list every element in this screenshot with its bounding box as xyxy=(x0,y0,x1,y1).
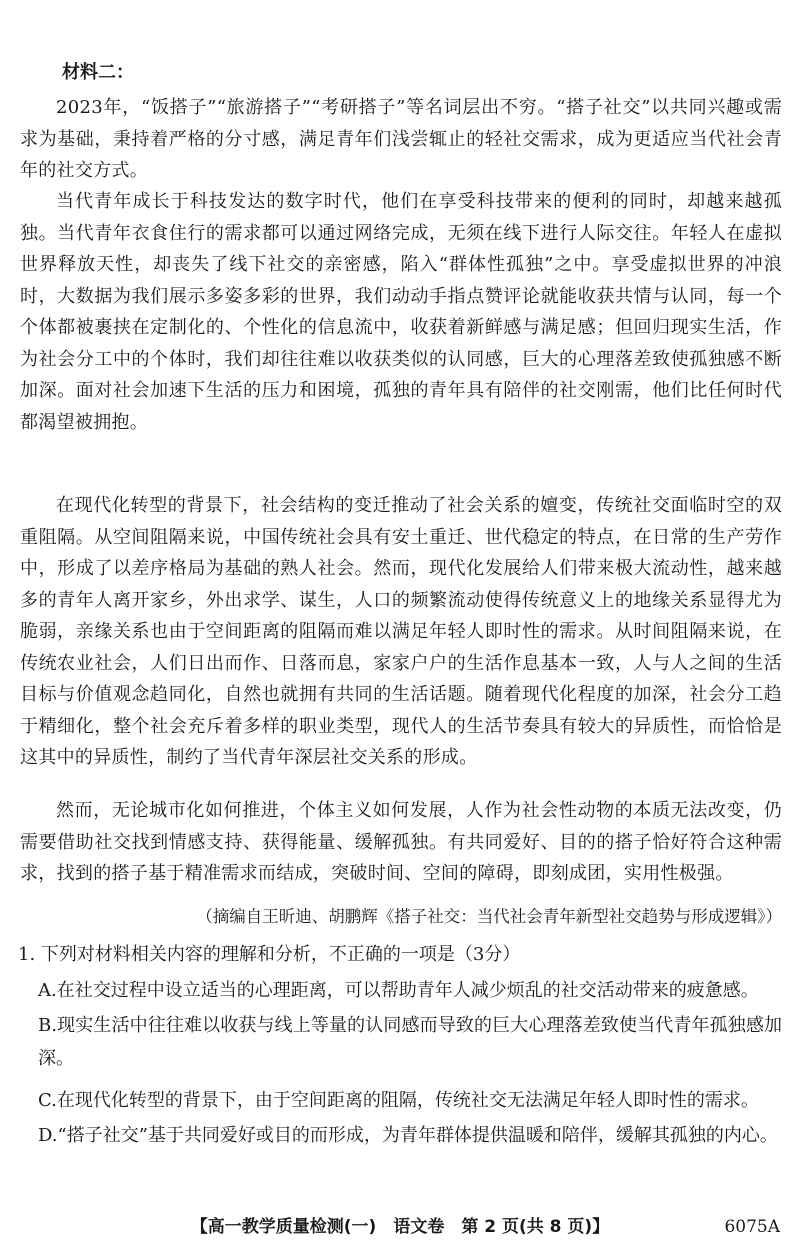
option-b xyxy=(38,1009,782,1075)
paragraph-2: 当代青年成长于科技发达的数字时代，他们在享受科技带来的便利的同时，却越来越孤独。当代青年衣食住行的需求都可以通过网络完成，无须在线下进行人际交往。年轻人在虚拟世界释放天性，却丧失了线下社交的亲密感，陷入“群体性孤独”之中。享受虚拟世界的冲浪时，大数据为我们展示多姿多彩的世界，我们动动手指点赞评论就能收获共情与认同，每一个个体都被裹挟在定制化的、个性化的信息流中，收获着新鲜感与满足感；但回归现实生活，作为社会分工中的个体时，我们却往往难以收获类似的认同感，巨大的心理落差致使孤独感不断加深。面对社会加速下生活的压力和困境，孤独的青年具有陪伴的社交刚需，他们比任何时代都渴望被拥抱。 xyxy=(20,191,782,433)
paragraph-4: 然而，无论城市化如何推进，个体主义如何发展，人作为社会性动物的本质无法改变，仍需要借助社交找到情感支持、获得能量、缓解孤独。有共同爱好、目的的搭子恰好符合这种需求，找到的搭子基于精准需求而结成，突破时间、空间的障碍，即刻成团，实用性极强。 xyxy=(20,800,782,884)
option-d xyxy=(38,1119,782,1152)
option-text: 在现代化转型的背景下，由于空间距离的阻隔，传统社交无法满足年轻人即时性的需求。 xyxy=(56,1090,759,1111)
footer-paper-code: 6075A xyxy=(724,1217,780,1237)
option-letter: C. xyxy=(38,1090,57,1111)
option-text: 在社交过程中设立适当的心理距离，可以帮助青年人减少烦乱的社交活动带来的疲惫感。 xyxy=(56,980,759,1001)
option-text: “搭子社交”基于共同爱好或目的而形成，为青年群体提供温暖和陪伴，缓解其孤独的内心。 xyxy=(57,1125,778,1146)
option-letter: B. xyxy=(38,1015,57,1036)
source-citation: （摘编自王昕迪、胡鹏辉《搭子社交：当代社会青年新型社交趋势与形成逻辑》） xyxy=(196,907,782,926)
option-a xyxy=(38,974,782,1007)
material-heading: 材料二： xyxy=(62,62,134,83)
paragraph-3: 在现代化转型的背景下，社会结构的变迁推动了社会关系的嬗变，传统社交面临时空的双重阻隔。从空间阻隔来说，中国传统社会具有安土重迁、世代稳定的特点，在日常的生产劳作中，形成了以差序格局为基础的熟人社会。然而，现代化发展给人们带来极大流动性，越来越多的青年人离开家乡，外出求学、谋生，人口的频繁流动使得传统意义上的地缘关系显得尤为脆弱，亲缘关系也由于空间距离的阻隔而难以满足年轻人即时性的需求。从时间阻隔来说，在传统农业社会，人们日出而作、日落而息，家家户户的生活作息基本一致，人与人之间的生活目标与价值观念趋同化，自然也就拥有共同的生活话题。随着现代化程度的加深，社会分工趋于精细化，整个社会充斥着多样的职业类型，现代人的生活节奏具有较大的异质性，而恰恰是这其中的异质性，制约了当代青年深层社交关系的形成。 xyxy=(20,495,782,768)
option-c xyxy=(38,1084,782,1117)
question-stem: 1. 下列对材料相关内容的理解和分析，不正确的一项是（3分） xyxy=(18,944,521,965)
option-text: 现实生活中往往难以收获与线上等量的认同感而导致的巨大心理落差致使当代青年孤独感加深。 xyxy=(38,1015,782,1069)
page-footer xyxy=(0,1213,800,1241)
option-letter: D. xyxy=(38,1125,58,1146)
option-letter: A. xyxy=(38,980,57,1001)
paragraph-1: 2023年，“饭搭子”“旅游搭子”“考研搭子”等名词层出不穷。“搭子社交”以共同兴趣或需求为基础，秉持着严格的分寸感，满足青年们浅尝辄止的轻社交需求，成为更适应当代社会青年的社交方式。 xyxy=(20,97,782,181)
footer-exam-info: 【高一教学质量检测(一) 语文卷 第 2 页(共 8 页)】 xyxy=(190,1217,610,1237)
